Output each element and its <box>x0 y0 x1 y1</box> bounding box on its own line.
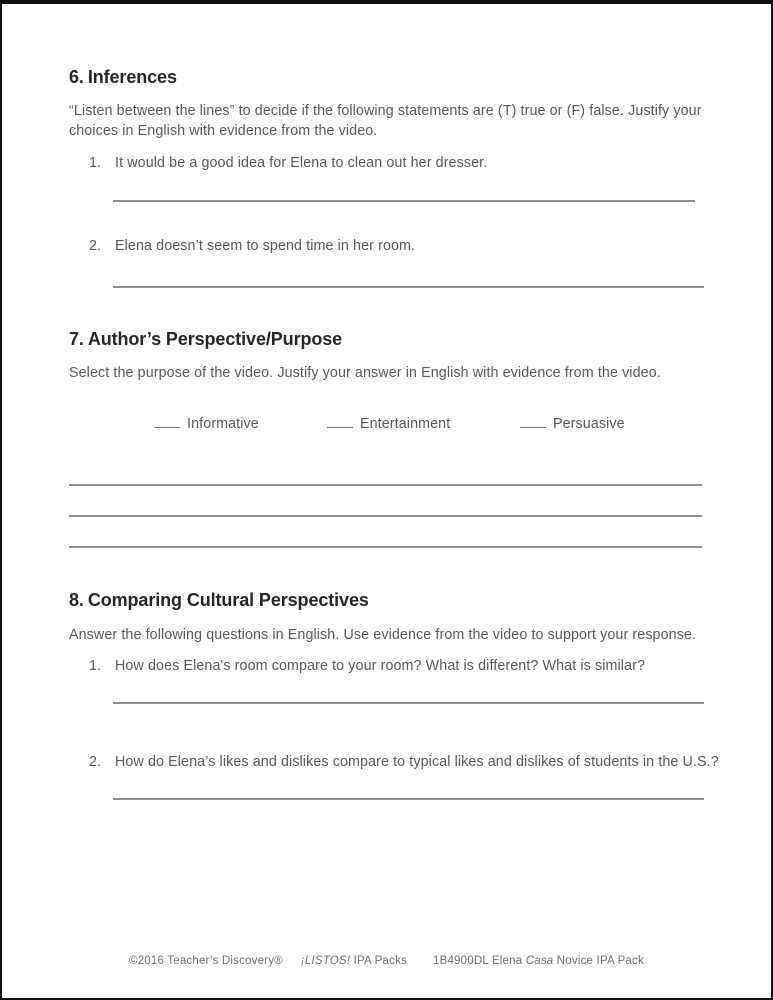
answer-line <box>69 484 702 486</box>
section-7-heading <box>69 329 342 350</box>
section-7-title: Author’s Perspective/Purpose <box>87 329 343 349</box>
answer-line <box>113 286 704 288</box>
option-persuasive <box>520 414 625 434</box>
answer-blank <box>154 414 180 428</box>
option-entertainment-label: Entertainment <box>360 416 451 432</box>
footer-series-name: ¡LISTOS! <box>300 955 351 967</box>
answer-line <box>69 546 702 548</box>
answer-line <box>113 200 695 202</box>
section-6-title: Inferences <box>87 67 177 87</box>
inference-item-1-number: 1. <box>89 155 102 171</box>
section-6-heading <box>69 67 177 88</box>
inference-item-1 <box>89 153 487 173</box>
inference-item-2 <box>89 236 415 256</box>
cultural-item-2-text: How do Elena’s likes and dislikes compare to typical likes and dislikes of students in the U.S.? <box>115 754 719 770</box>
footer-product-suffix: Novice IPA Pack <box>556 955 644 967</box>
answer-blank <box>327 414 353 428</box>
section-6-number: 6. <box>69 67 84 87</box>
footer-series-suffix: IPA Packs <box>353 955 407 967</box>
section-8-heading <box>69 590 369 611</box>
section-8-instructions: Answer the following questions in English. Use evidence from the video to support your response. <box>69 627 697 643</box>
section-8-title: Comparing Cultural Perspectives <box>87 590 369 610</box>
section-8-number: 8. <box>69 590 84 610</box>
footer-product-italic: Casa <box>525 955 554 967</box>
answer-line <box>113 702 704 704</box>
cultural-item-1-number: 1. <box>89 658 102 674</box>
section-6-instructions: “Listen between the lines” to decide if the following statements are (T) true or (F) false. Justify your choices in English with evidence from the video. <box>69 103 702 139</box>
footer-product <box>433 955 644 967</box>
cultural-item-1 <box>89 656 645 676</box>
inference-item-2-text: Elena doesn’t seem to spend time in her room. <box>115 238 416 254</box>
cultural-item-1-text: How does Elena's room compare to your room? What is different? What is similar? <box>115 658 646 674</box>
option-informative-label: Informative <box>187 416 259 432</box>
cultural-item-2 <box>89 752 719 772</box>
page-footer <box>2 955 771 967</box>
inference-item-1-text: It would be a good idea for Elena to clean out her dresser. <box>115 155 488 171</box>
footer-copyright: ©2016 Teacher’s Discovery® <box>129 955 283 967</box>
answer-line <box>69 515 702 517</box>
inference-item-2-number: 2. <box>89 238 102 254</box>
footer-product-code: 1B4900DL Elena <box>432 955 523 967</box>
option-entertainment <box>327 414 450 434</box>
cultural-item-2-number: 2. <box>89 754 102 770</box>
option-informative <box>154 414 259 434</box>
footer-series <box>301 955 407 967</box>
answer-line <box>113 798 704 800</box>
option-persuasive-label: Persuasive <box>553 416 625 432</box>
section-7-number: 7. <box>69 329 84 349</box>
answer-blank <box>520 414 546 428</box>
section-7-instructions: Select the purpose of the video. Justify your answer in English with evidence from the video. <box>69 365 661 381</box>
